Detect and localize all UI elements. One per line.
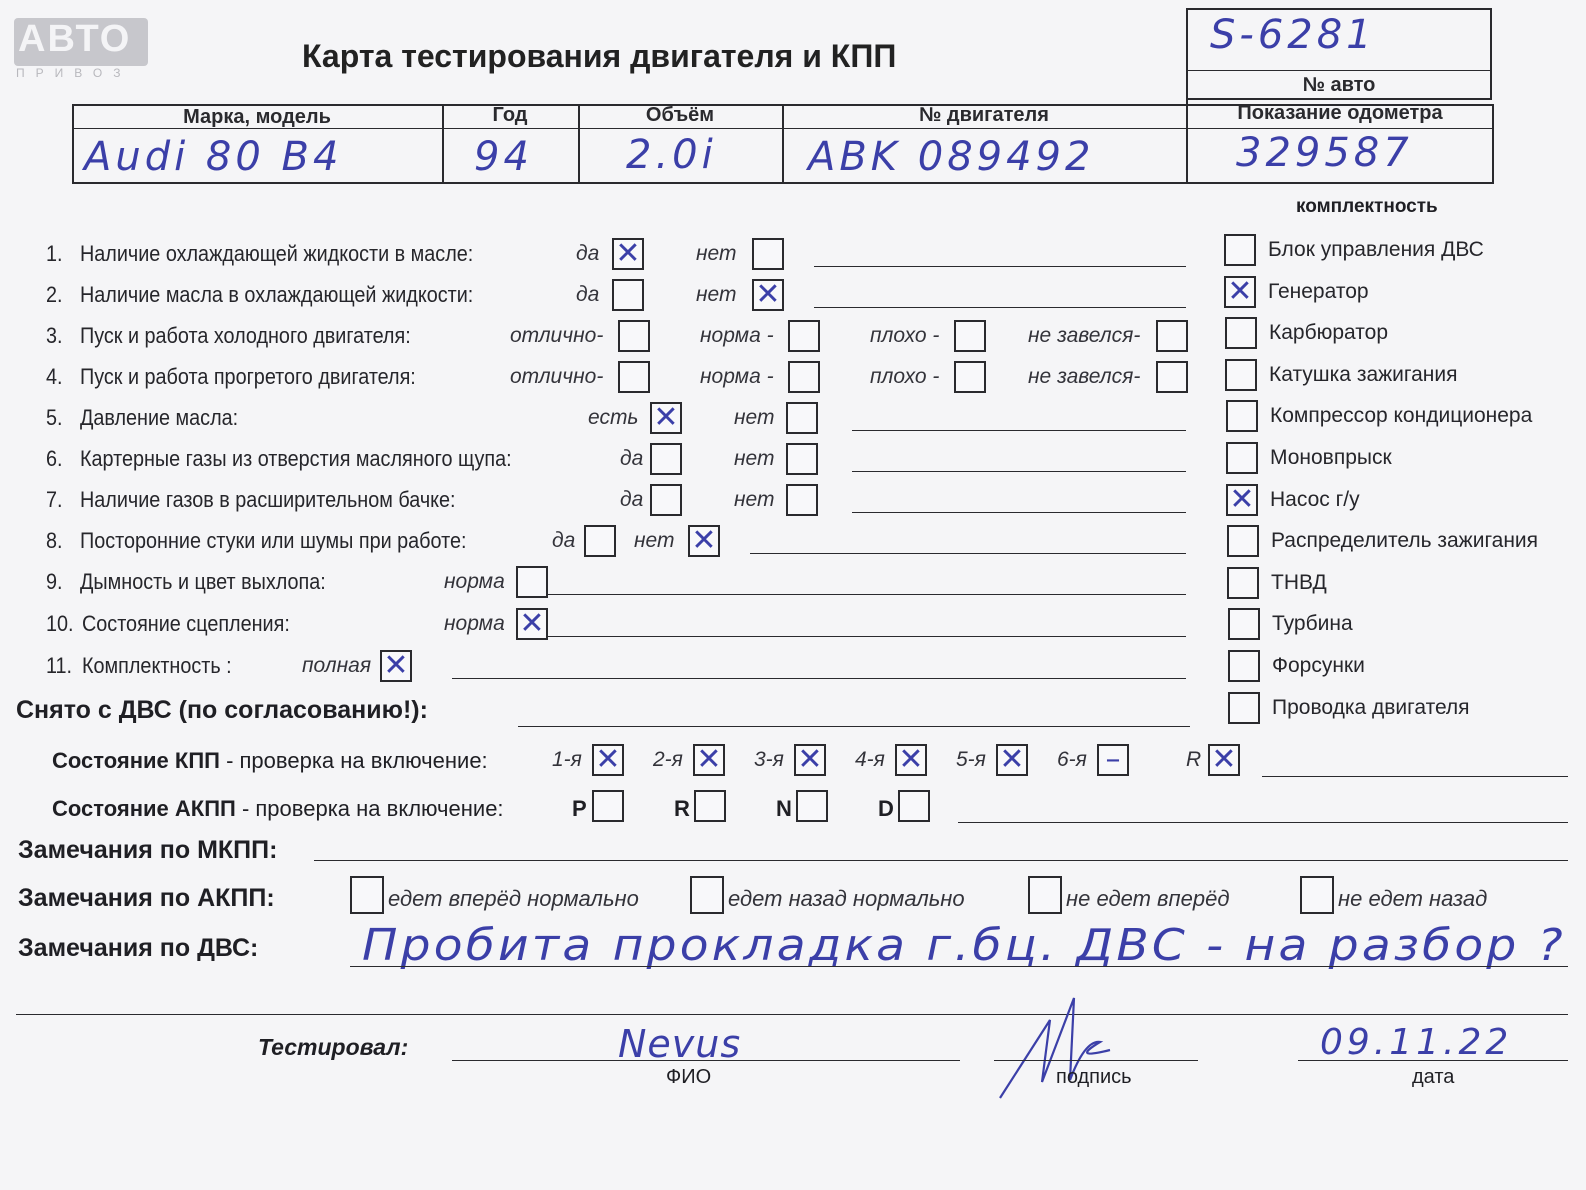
- check-mark: ✕: [898, 742, 924, 777]
- checklist-item-1-checkbox[interactable]: [752, 238, 784, 270]
- completeness-checkbox[interactable]: [1228, 650, 1260, 682]
- year-value: 94: [474, 134, 533, 180]
- volume-value: 2.0i: [626, 132, 717, 178]
- answer-line: [814, 307, 1186, 308]
- checklist-item-2-label: Наличие масла в охлаждающей жидкости:: [80, 282, 474, 307]
- at-gear-checkbox[interactable]: [592, 790, 624, 822]
- answer-line: [750, 553, 1186, 554]
- checklist-item-6-checkbox[interactable]: [650, 443, 682, 475]
- completeness-item-label: Насос г/у: [1270, 487, 1360, 511]
- completeness-checkbox[interactable]: [1228, 692, 1260, 724]
- completeness-item-label: Блок управления ДВС: [1268, 238, 1484, 261]
- option-label: плохо -: [870, 324, 940, 347]
- checklist-item-5-checkbox[interactable]: [650, 402, 682, 434]
- check-mark: ✕: [615, 236, 641, 271]
- checklist-item-4-number: 4.: [46, 364, 63, 389]
- checklist-item-11-checkbox[interactable]: [380, 650, 412, 682]
- gear-label: N: [776, 796, 792, 821]
- check-mark: ✕: [999, 742, 1025, 777]
- tested-by-label: Тестировал:: [258, 1034, 409, 1060]
- check-mark: ✕: [797, 742, 823, 777]
- answer-line: [852, 471, 1186, 472]
- answer-line: [852, 430, 1186, 431]
- answer-line: [852, 512, 1186, 513]
- gear-label: 6-я: [1057, 748, 1087, 771]
- engine-number-value: ABK 089492: [808, 134, 1095, 180]
- checklist-item-4-checkbox[interactable]: [1156, 361, 1188, 393]
- checklist-item-2-number: 2.: [46, 282, 63, 307]
- answer-line: [548, 594, 1186, 595]
- completeness-item-label: Катушка зажигания: [1269, 362, 1458, 386]
- mt-gearbox-label: Состояние КПП - проверка на включение:: [52, 748, 488, 773]
- option-label: полная: [302, 654, 372, 677]
- at-remark-label: едет назад нормально: [728, 886, 965, 911]
- checklist-item-5-label: Давление масла:: [80, 405, 239, 430]
- checklist-item-8-checkbox[interactable]: [584, 525, 616, 557]
- option-label: плохо -: [870, 365, 940, 388]
- completeness-item-label: Компрессор кондиционера: [1270, 404, 1533, 428]
- checklist-item-9-checkbox[interactable]: [516, 566, 548, 598]
- checklist-item-4-checkbox[interactable]: [954, 361, 986, 393]
- mt-gear-checkbox[interactable]: [1208, 744, 1240, 776]
- completeness-checkbox[interactable]: [1224, 234, 1256, 266]
- at-gearbox-label: Состояние АКПП - проверка на включение:: [52, 796, 504, 821]
- checklist-item-6-checkbox[interactable]: [786, 443, 818, 475]
- checklist-item-2-checkbox[interactable]: [612, 279, 644, 311]
- check-mark: ✕: [383, 648, 409, 683]
- checklist-item-7-checkbox[interactable]: [650, 484, 682, 516]
- mt-gear-checkbox[interactable]: [693, 744, 725, 776]
- checklist-item-11-number: 11.: [46, 653, 73, 678]
- option-label: да: [620, 488, 644, 511]
- checklist-item-5-number: 5.: [46, 405, 63, 430]
- option-label: не завелся-: [1028, 365, 1141, 388]
- gear-label: R: [1186, 748, 1202, 771]
- tester-name-value: Nevus: [618, 1022, 742, 1066]
- option-label: нет: [696, 242, 737, 265]
- option-label: да: [620, 447, 644, 470]
- at-remark-checkbox[interactable]: [1028, 876, 1062, 914]
- col-header-year: Год: [492, 104, 528, 126]
- option-label: норма: [444, 612, 505, 635]
- remarks-engine-value: Пробита прокладка г.бц. ДВС - на разбор ?: [362, 920, 1566, 971]
- completeness-checkbox[interactable]: [1224, 273, 1256, 309]
- col-header-volume: Объём: [645, 104, 715, 126]
- car-number-caption: № авто: [1302, 74, 1376, 96]
- col-header-engine-number: № двигателя: [919, 104, 1049, 126]
- completeness-checkbox[interactable]: [1227, 567, 1259, 599]
- checklist-item-7-label: Наличие газов в расширительном бачке:: [80, 487, 456, 512]
- completeness-item-label: Генератор: [1268, 279, 1369, 303]
- page-title: Карта тестирования двигателя и КПП: [302, 38, 897, 74]
- check-mark: ✕: [595, 742, 621, 777]
- checklist-item-7-number: 7.: [46, 487, 63, 512]
- option-label: нет: [734, 406, 775, 429]
- at-remark-checkbox[interactable]: [690, 876, 724, 914]
- checklist-item-10-label: Состояние сцепления:: [82, 611, 290, 636]
- option-label: не завелся-: [1028, 324, 1141, 347]
- gear-label: 5-я: [956, 748, 986, 771]
- check-mark: ✕: [1229, 481, 1255, 517]
- gear-label: R: [674, 796, 690, 821]
- checklist-item-6-number: 6.: [46, 446, 63, 471]
- checklist-item-11-label: Комплектность :: [82, 653, 232, 678]
- answer-line: [452, 678, 1186, 679]
- option-label: есть: [588, 406, 639, 429]
- mt-gear-checkbox[interactable]: [592, 744, 624, 776]
- checklist-item-3-number: 3.: [46, 323, 63, 348]
- date-caption: дата: [1412, 1066, 1455, 1088]
- completeness-checkbox[interactable]: [1225, 317, 1257, 349]
- completeness-checkbox[interactable]: [1227, 525, 1259, 557]
- checklist-item-9-number: 9.: [46, 569, 63, 594]
- option-label: норма -: [700, 365, 774, 388]
- checklist-item-1-label: Наличие охлаждающей жидкости в масле:: [80, 241, 474, 266]
- answer-line: [814, 266, 1186, 267]
- check-mark: ✕: [696, 742, 722, 777]
- checklist-item-2-checkbox[interactable]: [752, 279, 784, 311]
- at-remark-checkbox[interactable]: [1300, 876, 1334, 914]
- remarks-mt-label: Замечания по МКПП:: [18, 836, 278, 864]
- checklist-item-3-checkbox[interactable]: [788, 320, 820, 352]
- option-label: да: [552, 529, 576, 552]
- checklist-item-8-number: 8.: [46, 528, 63, 553]
- completeness-checkbox[interactable]: [1228, 608, 1260, 640]
- gear-label: 2-я: [653, 748, 683, 771]
- checklist-item-6-label: Картерные газы из отверстия масляного щупа:: [80, 446, 512, 471]
- check-mark: ✕: [519, 606, 545, 641]
- checklist-item-9-label: Дымность и цвет выхлопа:: [80, 569, 326, 594]
- signature-drawing: [990, 980, 1130, 1120]
- gear-label: 4-я: [855, 748, 885, 771]
- checklist-item-8-checkbox[interactable]: [688, 525, 720, 557]
- checklist-item-7-checkbox[interactable]: [786, 484, 818, 516]
- avtoprivoz-logo: АВТО: [14, 18, 148, 66]
- completeness-item-label: Форсунки: [1272, 654, 1365, 677]
- checklist-item-4-label: Пуск и работа прогретого двигателя:: [80, 364, 416, 389]
- answer-line: [548, 636, 1186, 637]
- completeness-checkbox[interactable]: [1225, 359, 1257, 391]
- completeness-checkbox[interactable]: [1226, 481, 1258, 517]
- checklist-item-1-checkbox[interactable]: [612, 238, 644, 270]
- at-gear-checkbox[interactable]: [898, 790, 930, 822]
- at-remark-label: едет вперёд нормально: [388, 886, 639, 911]
- completeness-checkbox[interactable]: [1226, 442, 1258, 474]
- at-gear-checkbox[interactable]: [694, 790, 726, 822]
- at-remark-label: не едет назад: [1338, 886, 1488, 911]
- name-caption: ФИО: [666, 1066, 712, 1088]
- checklist-item-5-checkbox[interactable]: [786, 402, 818, 434]
- option-label: норма -: [700, 324, 774, 347]
- completeness-item-label: Турбина: [1272, 612, 1353, 636]
- mt-gear-checkbox[interactable]: [895, 744, 927, 776]
- date-value: 09.11.22: [1320, 1022, 1513, 1063]
- odometer-value: 329587: [1236, 130, 1413, 176]
- at-remark-label: не едет вперёд: [1066, 886, 1230, 911]
- checklist-item-4-checkbox[interactable]: [788, 361, 820, 393]
- gear-label: 1-я: [552, 748, 582, 771]
- col-header-model: Марка, модель: [183, 106, 331, 128]
- option-label: норма: [444, 570, 505, 593]
- checklist-item-3-checkbox[interactable]: [1156, 320, 1188, 352]
- option-label: нет: [734, 447, 775, 470]
- check-mark: –: [1105, 742, 1121, 777]
- option-label: отлично-: [510, 365, 604, 388]
- completeness-item-label: Карбюратор: [1269, 321, 1389, 345]
- signature-caption: подпись: [1056, 1066, 1132, 1088]
- checklist-item-3-checkbox[interactable]: [954, 320, 986, 352]
- checklist-item-8-label: Посторонние стуки или шумы при работе:: [80, 528, 467, 553]
- option-label: отлично-: [510, 324, 604, 347]
- gear-label: P: [572, 796, 587, 821]
- check-mark: ✕: [755, 277, 781, 312]
- completeness-item-label: ТНВД: [1271, 570, 1327, 594]
- checklist-item-1-number: 1.: [46, 241, 63, 266]
- checklist-item-3-label: Пуск и работа холодного двигателя:: [80, 323, 411, 348]
- option-label: да: [576, 283, 600, 306]
- checklist-item-4-checkbox[interactable]: [618, 361, 650, 393]
- col-header-odometer: Показание одометра: [1237, 102, 1443, 124]
- test-card-sheet: АВТО ПРИВОЗ Карта тестирования двигателя и КПП S-6281 № авто Марка, модель Год Объём № двигателя Показание одометра Audi 80 B4 94 2.0i ABK 089492 329587 комплектность 1. Наличие охлаждающей жидкости в масле: да ✕ нет 2. Наличие масла в охлаждающей жидкости: да нет ✕ 3. Пуск и работа холодного двигателя: отлично- норма - плохо - не завелся- 4. Пуск и работа прогретого двигателя: отлично- норма - плохо - не завелся- 5. Давление масла: есть ✕ нет 6. Картерные газы из отверстия масляного щупа: да нет 7. Наличие газов в расширительном бачке: да нет 8. Посторонние стуки или шумы при работе: да нет ✕ 9. Дымность и цвет выхлопа: норма 10. Состояние сцепления: норма ✕ 11. Комплектность : полная ✕ Блок управления ДВС ✕ Генератор Карбюратор Катушка зажигания Компрессор кондиционера Моновпрыск ✕ Насос г/у Распределитель зажигания ТНВД Турбина Форсунки Проводка двигателя Снято с ДВС (по согласованию!): Состояние КПП - проверка на включение: 1-я ✕ 2-я ✕ 3-я ✕ 4-я ✕ 5-я ✕ 6-я – R ✕ Состояние АКПП - проверка на включение: P R N D Замечания по МКПП: Замечания по АКПП: едет вперёд нормально едет назад нормально не едет вперёд не едет назад Замечания по ДВС: Пробита прокладка г.бц. ДВС - на разбор ? Тестировал: Nevus ФИО подпись 09.11.22 дата: [0, 0, 1586, 1190]
- completeness-item-label: Проводка двигателя: [1272, 695, 1470, 719]
- checklist-item-10-number: 10.: [46, 611, 74, 636]
- check-mark: ✕: [691, 523, 717, 558]
- option-label: да: [576, 242, 600, 265]
- remarks-engine-label: Замечания по ДВС:: [18, 934, 259, 962]
- at-remark-checkbox[interactable]: [350, 876, 384, 914]
- at-gear-checkbox[interactable]: [796, 790, 828, 822]
- completeness-checkbox[interactable]: [1226, 400, 1258, 432]
- mt-gear-checkbox[interactable]: [996, 744, 1028, 776]
- model-value: Audi 80 B4: [84, 134, 343, 180]
- check-mark: ✕: [1227, 273, 1253, 309]
- gear-label: D: [878, 796, 894, 821]
- car-number-value: S-6281: [1210, 12, 1376, 58]
- option-label: нет: [696, 283, 737, 306]
- completeness-heading: комплектность: [1296, 196, 1438, 217]
- completeness-item-label: Распределитель зажигания: [1271, 529, 1539, 553]
- mt-gear-checkbox[interactable]: [794, 744, 826, 776]
- check-mark: ✕: [653, 400, 679, 435]
- remarks-at-label: Замечания по АКПП:: [18, 884, 275, 912]
- removed-label: Снято с ДВС (по согласованию!):: [16, 696, 428, 724]
- option-label: нет: [734, 488, 775, 511]
- option-label: нет: [634, 529, 675, 552]
- mt-gear-checkbox[interactable]: [1097, 744, 1129, 776]
- completeness-item-label: Моновпрыск: [1270, 446, 1392, 469]
- checklist-item-3-checkbox[interactable]: [618, 320, 650, 352]
- checklist-item-10-checkbox[interactable]: [516, 608, 548, 640]
- check-mark: ✕: [1211, 742, 1237, 777]
- gear-label: 3-я: [754, 748, 784, 771]
